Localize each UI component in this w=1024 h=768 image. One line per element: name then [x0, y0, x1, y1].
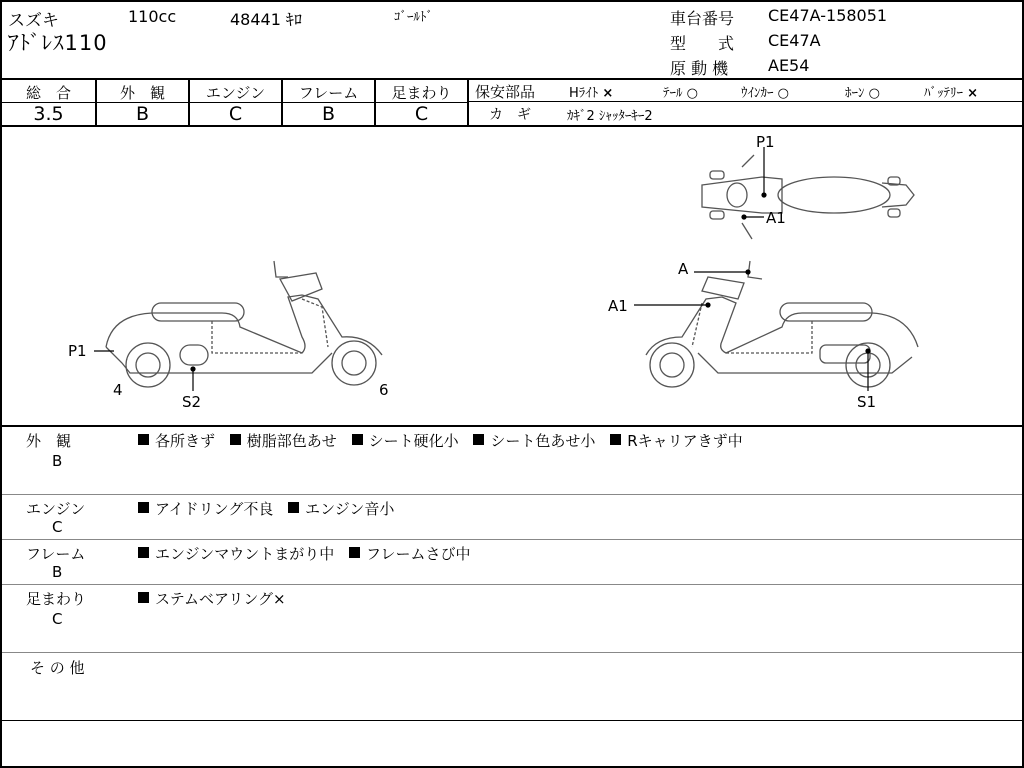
grade-value: C	[376, 102, 467, 125]
grade-value: B	[283, 102, 374, 125]
note-item: ステムベアリング×	[155, 590, 286, 608]
grade-row	[2, 80, 1022, 127]
maker: スズキ	[8, 11, 59, 31]
key-label: カ ギ	[489, 107, 531, 123]
label-p1-top: P1	[756, 133, 775, 151]
bullet-square-icon	[138, 502, 149, 513]
note-other	[2, 653, 1022, 721]
key-value: ｶｷﾞ2 ｼｬｯﾀｰｷｰ2	[567, 109, 653, 124]
safety-parts-label: 保安部品	[475, 83, 536, 101]
label-4: 4	[113, 381, 123, 399]
note-key: 足まわり	[26, 590, 87, 608]
safety-parts-row	[469, 80, 1022, 102]
grade-cell-suspension	[376, 80, 469, 125]
note-engine	[2, 495, 1022, 540]
callout-dot	[866, 349, 870, 353]
safety-item	[741, 82, 789, 101]
safety-item	[663, 82, 698, 101]
callout-dot	[746, 270, 750, 274]
note-items	[138, 430, 753, 451]
label-a1-right: A1	[608, 297, 628, 315]
scooter-diagram	[2, 127, 1022, 425]
bullet-square-icon	[349, 547, 360, 558]
bullet-square-icon	[138, 547, 149, 558]
note-item: 各所きず	[155, 432, 216, 450]
note-grade: C	[52, 518, 63, 536]
displacement: 110cc	[128, 7, 177, 26]
safety-item-name: ﾎｰﾝ	[845, 86, 865, 101]
grade-value: 3.5	[2, 102, 95, 125]
note-grade: B	[52, 452, 63, 470]
safety-item-mark: ×	[602, 86, 614, 101]
header	[2, 2, 1022, 80]
type-label: 型 式	[670, 34, 735, 53]
grade-label: 足まわり	[391, 84, 452, 102]
bullet-square-icon	[230, 434, 241, 445]
note-items	[138, 588, 296, 609]
safety-item-mark: ○	[777, 86, 789, 101]
top-view-scooter	[702, 155, 914, 239]
safety-item-name: Hﾗｲﾄ	[569, 86, 599, 101]
safety-item-name: ﾊﾞｯﾃﾘｰ	[924, 86, 963, 101]
color: ｺﾞｰﾙﾄﾞ	[394, 10, 433, 25]
damage-diagram	[2, 127, 1022, 427]
grade-cell-exterior	[97, 80, 190, 125]
grade-label: 外 観	[119, 84, 165, 102]
model-name: ｱﾄﾞﾚｽ110	[8, 31, 108, 55]
safety-item-mark: ○	[868, 86, 880, 101]
safety-parts	[469, 80, 1022, 125]
grade-label: エンジン	[205, 84, 266, 102]
note-frame	[2, 540, 1022, 585]
note-item: アイドリング不良	[155, 500, 274, 518]
key-row	[469, 102, 1022, 125]
bullet-square-icon	[288, 502, 299, 513]
callout-dot	[762, 193, 766, 197]
note-item: シート色あせ小	[490, 432, 596, 450]
note-grade: C	[52, 610, 63, 628]
note-item: エンジンマウントまがり中	[155, 545, 335, 563]
frame-number-label: 車台番号	[670, 9, 735, 28]
safety-item-name: ﾃｰﾙ	[663, 86, 683, 101]
left-side-scooter	[106, 261, 382, 387]
note-items	[138, 543, 480, 564]
note-item: 樹脂部色あせ	[246, 432, 337, 450]
callout-dot	[191, 367, 195, 371]
bullet-square-icon	[138, 434, 149, 445]
grade-cell-frame	[283, 80, 376, 125]
note-item: Rキャリアきず中	[627, 432, 743, 450]
bullet-square-icon	[610, 434, 621, 445]
bullet-square-icon	[138, 592, 149, 603]
note-key: 外 観	[26, 432, 72, 450]
note-items	[138, 498, 404, 519]
frame-number-value: CE47A-158051	[768, 6, 888, 25]
engine-label: 原 動 機	[670, 59, 729, 78]
note-key: エンジン	[26, 500, 86, 518]
note-grade: B	[52, 563, 63, 581]
note-suspension	[2, 585, 1022, 653]
note-key: フレーム	[26, 545, 86, 563]
note-exterior	[2, 427, 1022, 495]
safety-item-mark: ×	[967, 86, 979, 101]
engine-value: AE54	[768, 56, 810, 75]
safety-item	[845, 82, 880, 101]
grade-value: B	[97, 102, 188, 125]
note-key: そ の 他	[30, 659, 85, 677]
grade-value: C	[190, 102, 281, 125]
label-s1: S1	[857, 393, 877, 411]
grade-cell-engine	[190, 80, 283, 125]
label-p1-left: P1	[68, 342, 87, 360]
note-item: シート硬化小	[368, 432, 459, 450]
safety-item-mark: ○	[686, 86, 698, 101]
label-6: 6	[379, 381, 389, 399]
label-a: A	[678, 260, 689, 278]
mileage: 48441 ｷﾛ	[230, 10, 302, 29]
callout-dot	[706, 303, 710, 307]
bullet-square-icon	[352, 434, 363, 445]
callout-lines	[94, 147, 870, 391]
note-item: エンジン音小	[305, 500, 395, 518]
callout-dot	[742, 215, 746, 219]
bullet-square-icon	[473, 434, 484, 445]
right-side-scooter	[646, 261, 918, 387]
label-s2: S2	[182, 393, 202, 411]
type-value: CE47A	[768, 31, 821, 50]
grade-label: 総 合	[25, 84, 71, 102]
safety-item-name: ｳｲﾝｶｰ	[741, 86, 774, 101]
note-item: フレームさび中	[366, 545, 471, 563]
grade-label: フレーム	[298, 84, 359, 102]
label-a1-top: A1	[766, 209, 786, 227]
safety-item	[924, 82, 978, 101]
safety-item	[569, 82, 613, 101]
diagram-labels	[68, 133, 876, 411]
grade-cell-overall	[2, 80, 97, 125]
